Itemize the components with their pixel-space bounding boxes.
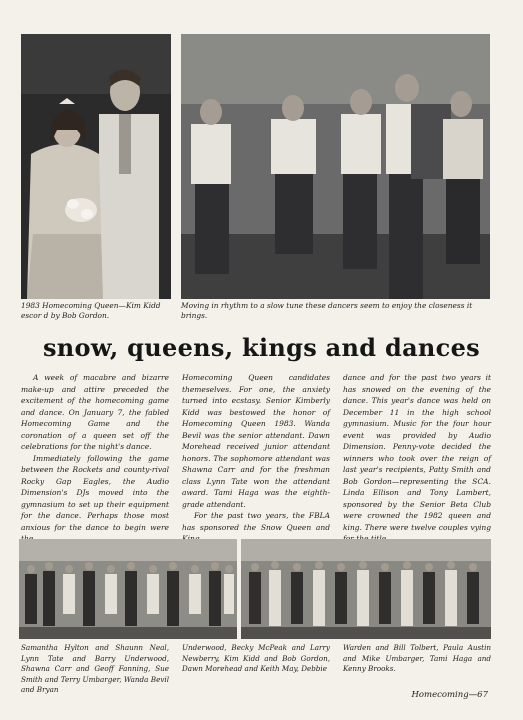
article-paragraph: For the past two years, the FBLA has sponsored the Snow Queen and (182, 511, 330, 532)
page-folio: Homecoming—67 (411, 690, 488, 700)
court-caption-column-3: Warden and Bill Tolbert, Paula Austin and Mike Umbarger, Tami Haga and Kenny Brooks. (343, 643, 491, 673)
article-column-3 (343, 372, 491, 545)
court-group-image-right (241, 539, 491, 639)
dancers-caption: Moving in rhythm to a slow tune these dancers seem to enjoy the closeness it brings. (181, 301, 473, 321)
article-column-2 (182, 372, 330, 545)
homecoming-queen-image (21, 34, 171, 299)
court-caption-column-1: Samantha Hylton and Shaunn Neal, Lynn Tate and Barry Underwood, Shawna Carr and Geoff Fanning, Sue Smith and Terry Umbarger, Wanda Bevil and Bryan (21, 643, 169, 694)
court-caption-column-2: Underwood, Becky McPeak and Larry Newberry, Kim Kidd and Bob Gordon, Dawn Morehead and Keith May, Debbie (182, 643, 330, 673)
article-paragraph: Homecoming Queen candidates themeselves. For one, the anxiety turned into ecstasy. Senior Kimberly Kidd was bestowed the honor of Homecoming Queen 1983. Wanda Bevil was the senior attendant. Dawn Morehead received junior attendant honors. The sophomore attendant was Shawna Carr and for the freshman class Lynn Tate won the attendant award. Tami Haga was the eighth-grade attendant. (182, 373, 330, 509)
court-group-image-left (19, 539, 237, 639)
court-group-photo-right (241, 539, 491, 639)
article-column-1 (21, 372, 169, 545)
article-paragraph: dance and for the past two years it has snowed on the evening of the dance. This year's dance was held on December 11 in the high school gymnasium. Music for the four hour event was provided by Audio Dimension. Penny-vote decided the winners who took over the reign of last year's recipients, Patty Smith and Bob Gordon—representing the SCA. Linda Ellison and Tony Lambert, sponsored by the Senior Beta Club were crowned the 1982 queen and king. There were twelve couples vying (343, 373, 491, 532)
dancers-photo (181, 34, 490, 299)
homecoming-queen-caption: 1983 Homecoming Queen—Kim Kidd escor d by Bob Gordon. (21, 301, 161, 321)
homecoming-queen-photo (21, 34, 171, 299)
court-group-photo-left (19, 539, 237, 639)
article-paragraph: Immediately following the game between the Rockets and county-rival Rocky Gap Eagles, the Audio Dimension's DJs moved into the gymnasium to set up their equipment for the dance. Perhaps those most anxious for the dance to begin were (21, 453, 169, 532)
article-paragraph: A week of macabre and bizarre make-up and attire preceded the excitement of the homecoming game and dance. On January 7, the fabled Homecoming Game and the coronation of a queen set off the celebrations for the night's dance. (21, 373, 169, 451)
page-headline: snow, queens, kings and dances (43, 333, 480, 362)
dancers-image (181, 34, 490, 299)
